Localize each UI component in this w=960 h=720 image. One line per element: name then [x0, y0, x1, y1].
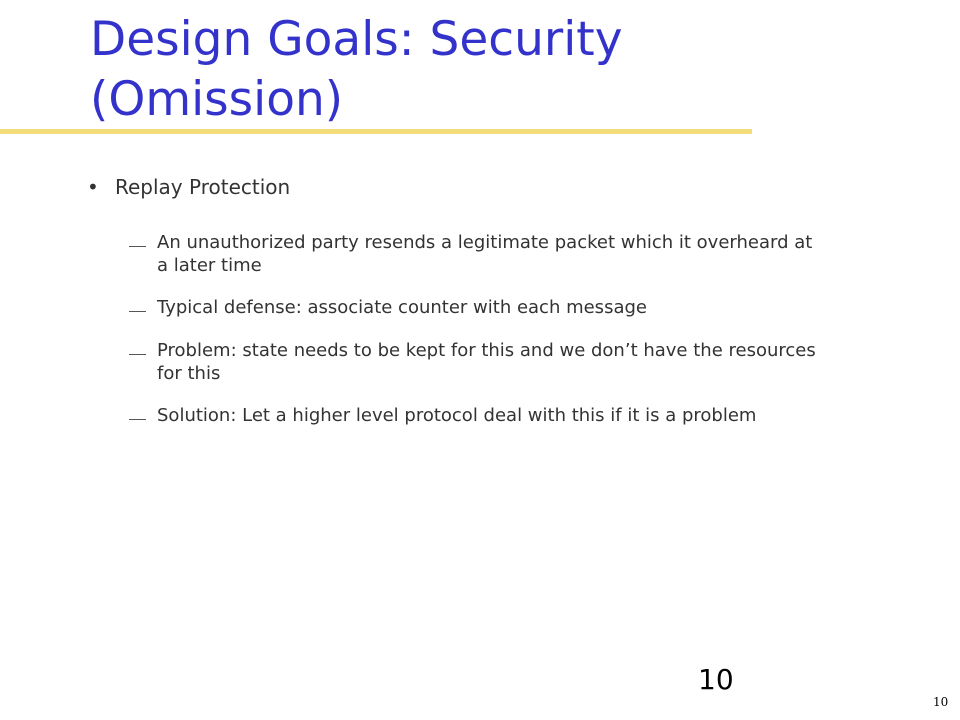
- sub-item: [129, 404, 829, 427]
- dash-marker: [129, 246, 146, 247]
- sub-item-text: Typical defense: associate counter with each message: [157, 297, 647, 318]
- title-underline: [0, 129, 752, 134]
- sub-item-text: An unauthorized party resends a legitimate packet which it overheard at a later time: [157, 232, 813, 276]
- slide-title: Design Goals: Security (Omission): [90, 12, 623, 127]
- dash-marker: [129, 311, 146, 312]
- dash-marker: [129, 354, 146, 355]
- sub-item-text: Problem: state needs to be kept for this and we don’t have the resources for this: [157, 340, 816, 384]
- bullet-text: Replay Protection: [115, 175, 291, 199]
- sub-item: [129, 231, 829, 277]
- sub-item: [129, 339, 829, 385]
- page-number: 10: [698, 663, 734, 696]
- footer-page-number: 10: [933, 695, 949, 709]
- dash-marker: [129, 419, 146, 420]
- bullet-marker: •: [87, 175, 99, 199]
- sub-item: [129, 296, 829, 319]
- sub-item-text: Solution: Let a higher level protocol deal with this if it is a problem: [157, 405, 757, 426]
